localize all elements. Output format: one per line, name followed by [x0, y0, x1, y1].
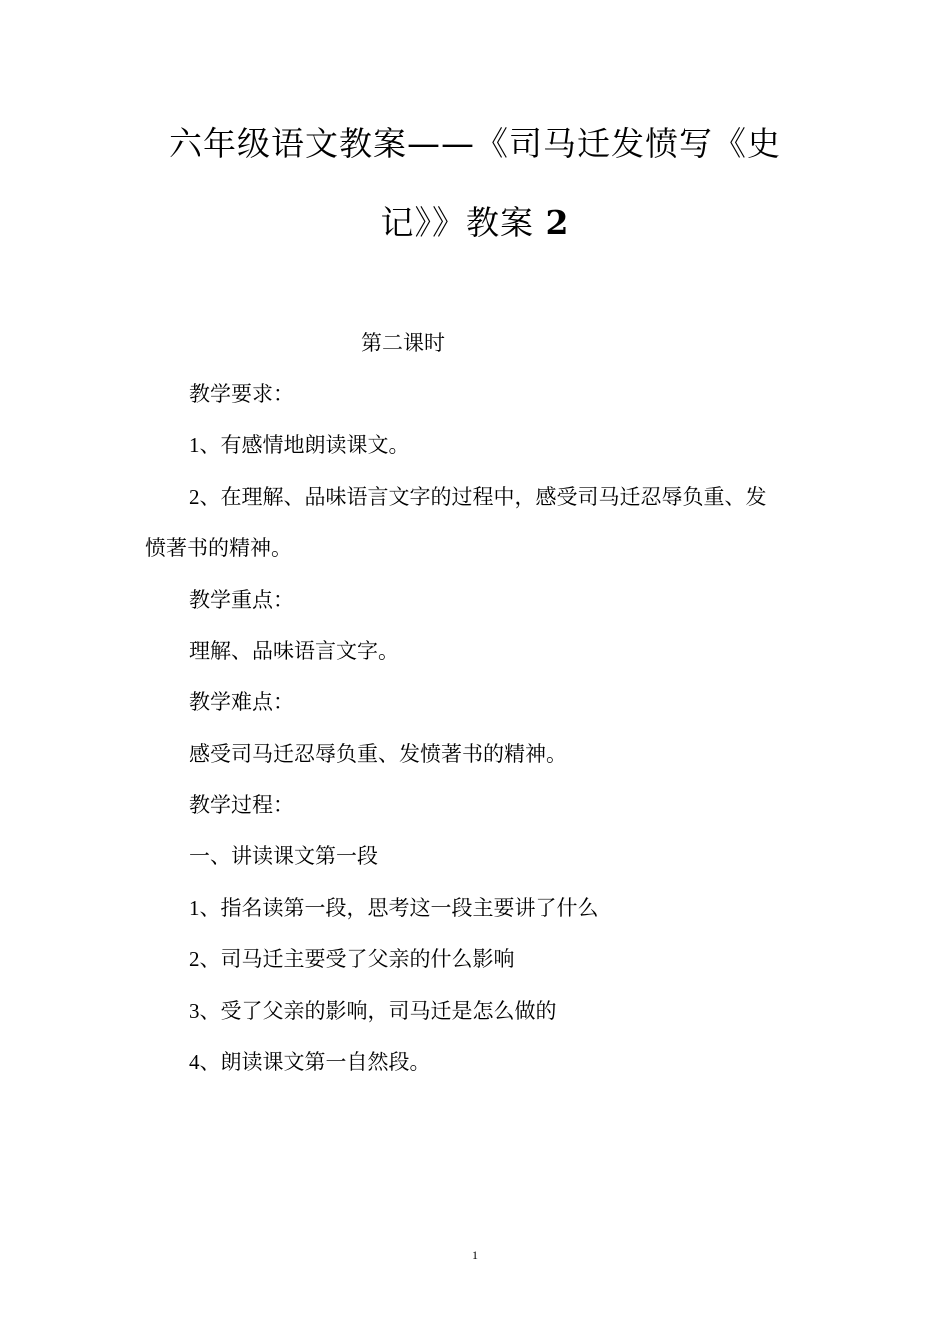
step-text: 、朗读课文第一自然段。: [199, 1050, 431, 1074]
key-points-text: 理解、品味语言文字。: [189, 639, 399, 663]
lesson-label: 第二课时: [361, 331, 445, 355]
step-number: 2: [189, 947, 200, 971]
section-1-heading: 一、讲读课文第一段: [189, 844, 378, 868]
step-item-3: [189, 996, 557, 1026]
difficulties-text: 感受司马迁忍辱负重、发愤著书的精神。: [189, 742, 567, 766]
step-text: 、指名读第一段，思考这一段主要讲了什么: [199, 896, 599, 920]
key-points-heading: 教学重点：: [189, 588, 294, 612]
difficulties-heading: 教学难点：: [189, 690, 294, 714]
step-item-4: [189, 1047, 431, 1077]
page-number: 1: [472, 1248, 478, 1262]
step-item-1: [189, 893, 599, 923]
requirement-item-2-continuation: 愤著书的精神。: [145, 536, 292, 560]
step-number: 1: [189, 896, 200, 920]
step-text: 、受了父亲的影响，司马迁是怎么做的: [199, 999, 557, 1023]
requirement-item-2: [189, 482, 767, 512]
requirement-number: 1: [189, 433, 200, 457]
requirement-text: 、在理解、品味语言文字的过程中，感受司马迁忍辱负重、发: [199, 485, 767, 509]
process-heading: 教学过程：: [189, 793, 294, 817]
step-item-2: [189, 944, 515, 974]
title-line-2-text: 记》》教案: [380, 203, 535, 242]
step-number: 3: [189, 999, 200, 1023]
step-text: 、司马迁主要受了父亲的什么影响: [199, 947, 515, 971]
title-line-2-number: 2: [545, 203, 570, 242]
title-line-1: 六年级语文教案——《司马迁发愤写《史: [169, 124, 781, 163]
step-number: 4: [189, 1050, 200, 1074]
requirements-heading: 教学要求：: [189, 382, 294, 406]
requirement-item-1: [189, 430, 410, 460]
requirement-text: 、有感情地朗读课文。: [199, 433, 410, 457]
title-line-2: [100, 203, 850, 243]
requirement-number: 2: [189, 485, 200, 509]
